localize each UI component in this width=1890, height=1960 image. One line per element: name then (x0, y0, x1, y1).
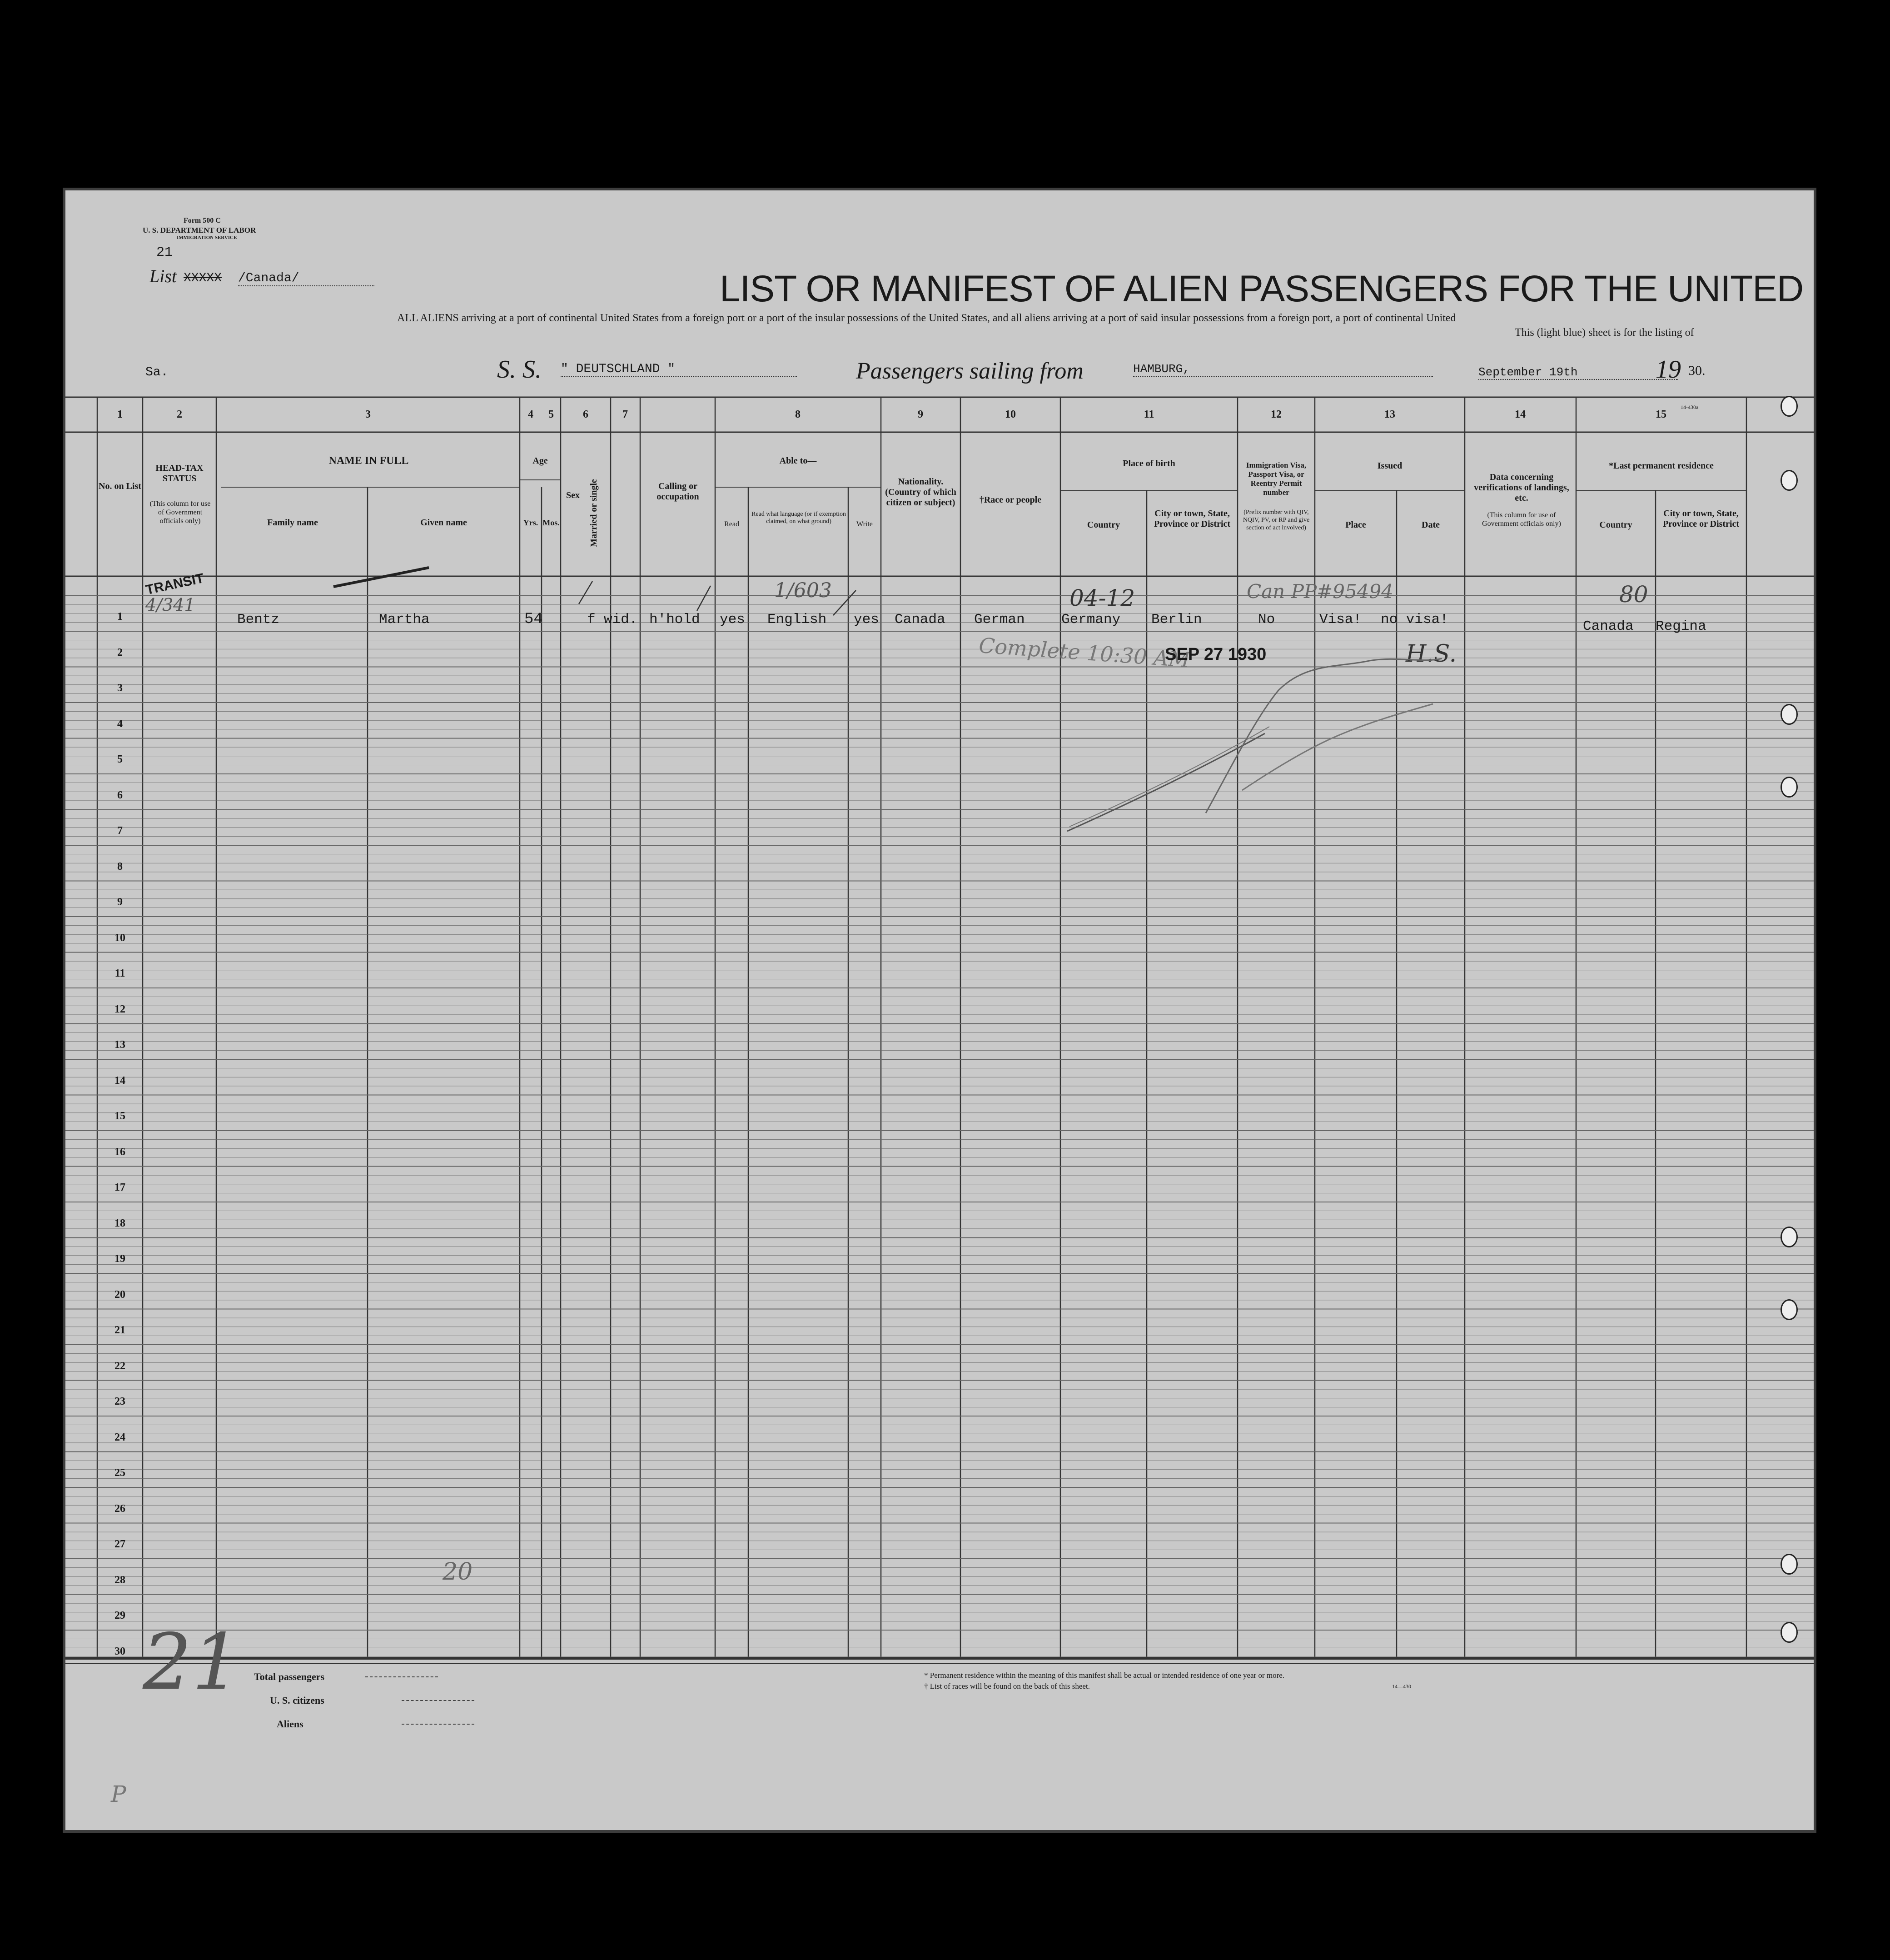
row-number: 18 (114, 1217, 125, 1229)
row-number: 3 (117, 682, 123, 694)
header-calling: Calling or occupation (657, 481, 699, 502)
header-head-tax-note: (This column for use of Government officials only) (149, 500, 211, 525)
col-number-4: 4 (528, 409, 533, 420)
row-number: 21 (114, 1324, 125, 1336)
row-number: 30 (114, 1645, 125, 1657)
header-age: Age (532, 456, 548, 466)
header-family-name: Family name (267, 518, 318, 528)
row-number: 2 (117, 646, 123, 658)
binder-hole (1781, 470, 1798, 491)
row-number: 24 (114, 1431, 125, 1443)
header-mos: Mos. (542, 518, 560, 527)
row-number: 17 (114, 1182, 125, 1193)
header-data-concerning: Data concerning verifications of landings, etc. (1474, 472, 1569, 503)
corner-code: 14-430a (1681, 404, 1699, 410)
col-number-6: 6 (583, 409, 588, 420)
header-issued-date: Date (1422, 520, 1440, 530)
row-number: 13 (114, 1039, 125, 1051)
department-name: U. S. DEPARTMENT OF LABOR (143, 226, 256, 234)
row-number: 9 (117, 896, 123, 908)
date-stamp: SEP 27 1930 (1165, 645, 1267, 664)
list-number: 21 (156, 245, 173, 260)
sailing-label: Passengers sailing from (856, 358, 1084, 384)
residence-country-value: Canada (1583, 618, 1634, 634)
footer-note-1: * Permanent residence within the meaning of this manifest shall be actual or intended residence of one year or more. (924, 1671, 1285, 1680)
binder-hole (1781, 396, 1798, 417)
col-number-14: 14 (1515, 409, 1526, 420)
age-years-value: 54 (524, 611, 543, 628)
row-number: 23 (114, 1396, 125, 1407)
col-number-8: 8 (795, 409, 801, 420)
total-passengers-field (365, 1676, 438, 1677)
list-label: List (149, 266, 177, 286)
head-tax-handwritten: 4/341 (145, 595, 195, 615)
header-issued-place: Place (1345, 520, 1366, 530)
language-code-annotation: 1/603 (774, 579, 832, 602)
row-number: 26 (114, 1502, 125, 1515)
row-number: 4 (117, 718, 123, 730)
occupation-value: h'hold (649, 612, 700, 628)
sex-value: f (587, 612, 596, 628)
header-no-on-list: No. on List (99, 481, 141, 491)
aliens-field (402, 1724, 474, 1725)
header-sex: Sex (566, 490, 580, 500)
header-name-in-full: NAME IN FULL (328, 455, 409, 467)
header-res-country: Country (1599, 520, 1632, 530)
residence-code-annotation: 80 (1619, 581, 1648, 608)
header-res-city: City or town, State, Province or District (1662, 509, 1740, 529)
col-number-10: 10 (1005, 409, 1016, 420)
header-read: Read (724, 520, 739, 528)
inspector-signature (1188, 654, 1451, 827)
nationality-value: Canada (895, 612, 945, 628)
language-value: English (767, 612, 827, 628)
ss-label: S. S. (497, 355, 542, 384)
header-birth-country: Country (1087, 520, 1120, 530)
list-struck: XXXXX (184, 271, 222, 285)
footer-code: 14—430 (1392, 1683, 1411, 1690)
row-number: 12 (114, 1003, 125, 1015)
complete-annotation: Complete 10:30 AM (978, 633, 1191, 673)
header-given-name: Given name (420, 518, 467, 528)
header-visa-note: (Prefix number with QIV, NQIV, PV, or RP and give section of act involved) (1243, 509, 1310, 531)
row-number: 10 (114, 932, 125, 944)
row-number: 15 (114, 1110, 125, 1122)
col-number-5: 5 (548, 409, 554, 420)
visa-handwritten-annotation: Can PP#95494 (1247, 580, 1393, 603)
row-number: 19 (114, 1253, 125, 1265)
row-number: 14 (114, 1074, 125, 1087)
birth-country-value: Germany (1061, 612, 1121, 628)
initials-annotation: H.S. (1406, 640, 1457, 668)
row-number: 25 (114, 1467, 125, 1479)
read-value: yes (720, 612, 745, 628)
manifest-title: LIST OR MANIFEST OF ALIEN PASSENGERS FOR THE UNITED (720, 268, 1804, 309)
given-name-value: Martha (379, 612, 430, 628)
year-prefix: 19 (1656, 355, 1681, 384)
manifest-sheet (63, 188, 1816, 1833)
row-number: 16 (114, 1146, 125, 1158)
list-value: /Canada/ (238, 271, 374, 286)
header-yrs: Yrs. (523, 518, 538, 527)
form-number: Form 500 C (184, 217, 221, 224)
margin-number-annotation: 21 (143, 1617, 241, 1707)
service-name: IMMIGRATION SERVICE (177, 235, 237, 240)
col-number-3: 3 (365, 409, 371, 420)
binder-hole (1781, 1227, 1798, 1247)
header-visa: Immigration Visa, Passport Visa, or Reentry Permit number (1246, 461, 1307, 497)
row-number: 1 (117, 611, 123, 623)
binder-hole (1781, 1554, 1798, 1575)
issued-place-value: Visa! (1319, 612, 1362, 628)
header-place-of-birth: Place of birth (1123, 459, 1175, 469)
col-number-7: 7 (622, 409, 628, 420)
margin-p-annotation: P (111, 1781, 126, 1807)
row-number: 28 (114, 1574, 125, 1586)
family-name-value: Bentz (237, 612, 280, 628)
col-number-2: 2 (177, 409, 182, 420)
col-number-13: 13 (1384, 409, 1395, 420)
footer-total-passengers: Total passengers (254, 1671, 325, 1682)
subtitle-line-2: This (light blue) sheet is for the listing of (1515, 327, 1694, 339)
binder-hole (1781, 704, 1798, 725)
row-number: 20 (114, 1288, 125, 1301)
header-head-tax: HEAD-TAX STATUS (155, 463, 204, 484)
row-number: 11 (114, 968, 125, 979)
ship-name: " DEUTSCHLAND " (561, 362, 797, 377)
row-number: 8 (117, 860, 123, 873)
write-value: yes (854, 612, 879, 628)
row-number: 22 (114, 1360, 125, 1372)
col-number-12: 12 (1271, 409, 1282, 420)
header-last-residence: *Last permanent residence (1609, 461, 1714, 471)
row-number: 27 (114, 1538, 125, 1550)
row-number: 7 (117, 825, 123, 837)
col-number-15: 15 (1656, 409, 1666, 420)
year-suffix: 30. (1688, 363, 1706, 378)
row-number: 5 (117, 753, 123, 765)
departure-port: HAMBURG, (1133, 362, 1433, 377)
binder-hole (1781, 777, 1798, 798)
married-value: wid. (604, 612, 638, 628)
residence-city-value: Regina (1656, 618, 1706, 634)
page-mark-annotation: 20 (443, 1558, 473, 1586)
birth-code-annotation: 04-12 (1069, 585, 1135, 611)
footer-aliens: Aliens (277, 1718, 303, 1730)
header-data-note: (This column for use of Government officials only) (1482, 511, 1561, 528)
col-number-1: 1 (117, 409, 123, 420)
binder-hole (1781, 1299, 1798, 1320)
header-married: Married or single (589, 479, 599, 547)
visa-value: No (1258, 612, 1275, 628)
race-value: German (974, 612, 1025, 628)
manifest-grid (65, 190, 1815, 1831)
birth-city-value: Berlin (1151, 612, 1202, 628)
issued-date-value: no visa! (1381, 612, 1448, 628)
us-citizens-field (402, 1700, 474, 1701)
header-nationality: Nationality. (Country of which citizen or subject) (885, 477, 956, 508)
col-number-11: 11 (1144, 409, 1154, 420)
footer-note-2: † List of races will be found on the back of this sheet. (924, 1682, 1090, 1691)
footer-us-citizens: U. S. citizens (270, 1695, 324, 1706)
subtitle-line-1: ALL ALIENS arriving at a port of continental United States from a foreign port or a port of the insular possessions of the United States, and all aliens arriving at a port of said insular possessions from a foreign port, a port of continental United (397, 312, 1456, 324)
sa-label: Sa. (145, 365, 169, 379)
row-number: 29 (114, 1610, 125, 1621)
header-able-to: Able to— (779, 456, 817, 466)
departure-date: September 19th (1478, 365, 1678, 380)
row-number: 6 (117, 789, 123, 801)
header-issued: Issued (1377, 461, 1403, 471)
header-write: Write (856, 520, 873, 528)
transit-stamp: TRANSIT (144, 570, 205, 598)
col-number-9: 9 (918, 409, 923, 420)
binder-hole (1781, 1622, 1798, 1643)
header-read-language: Read what language (or if exemption claimed, on what ground) (751, 511, 846, 525)
header-birth-city: City or town, State, Province or District (1154, 509, 1231, 529)
header-race: †Race or people (979, 495, 1042, 505)
